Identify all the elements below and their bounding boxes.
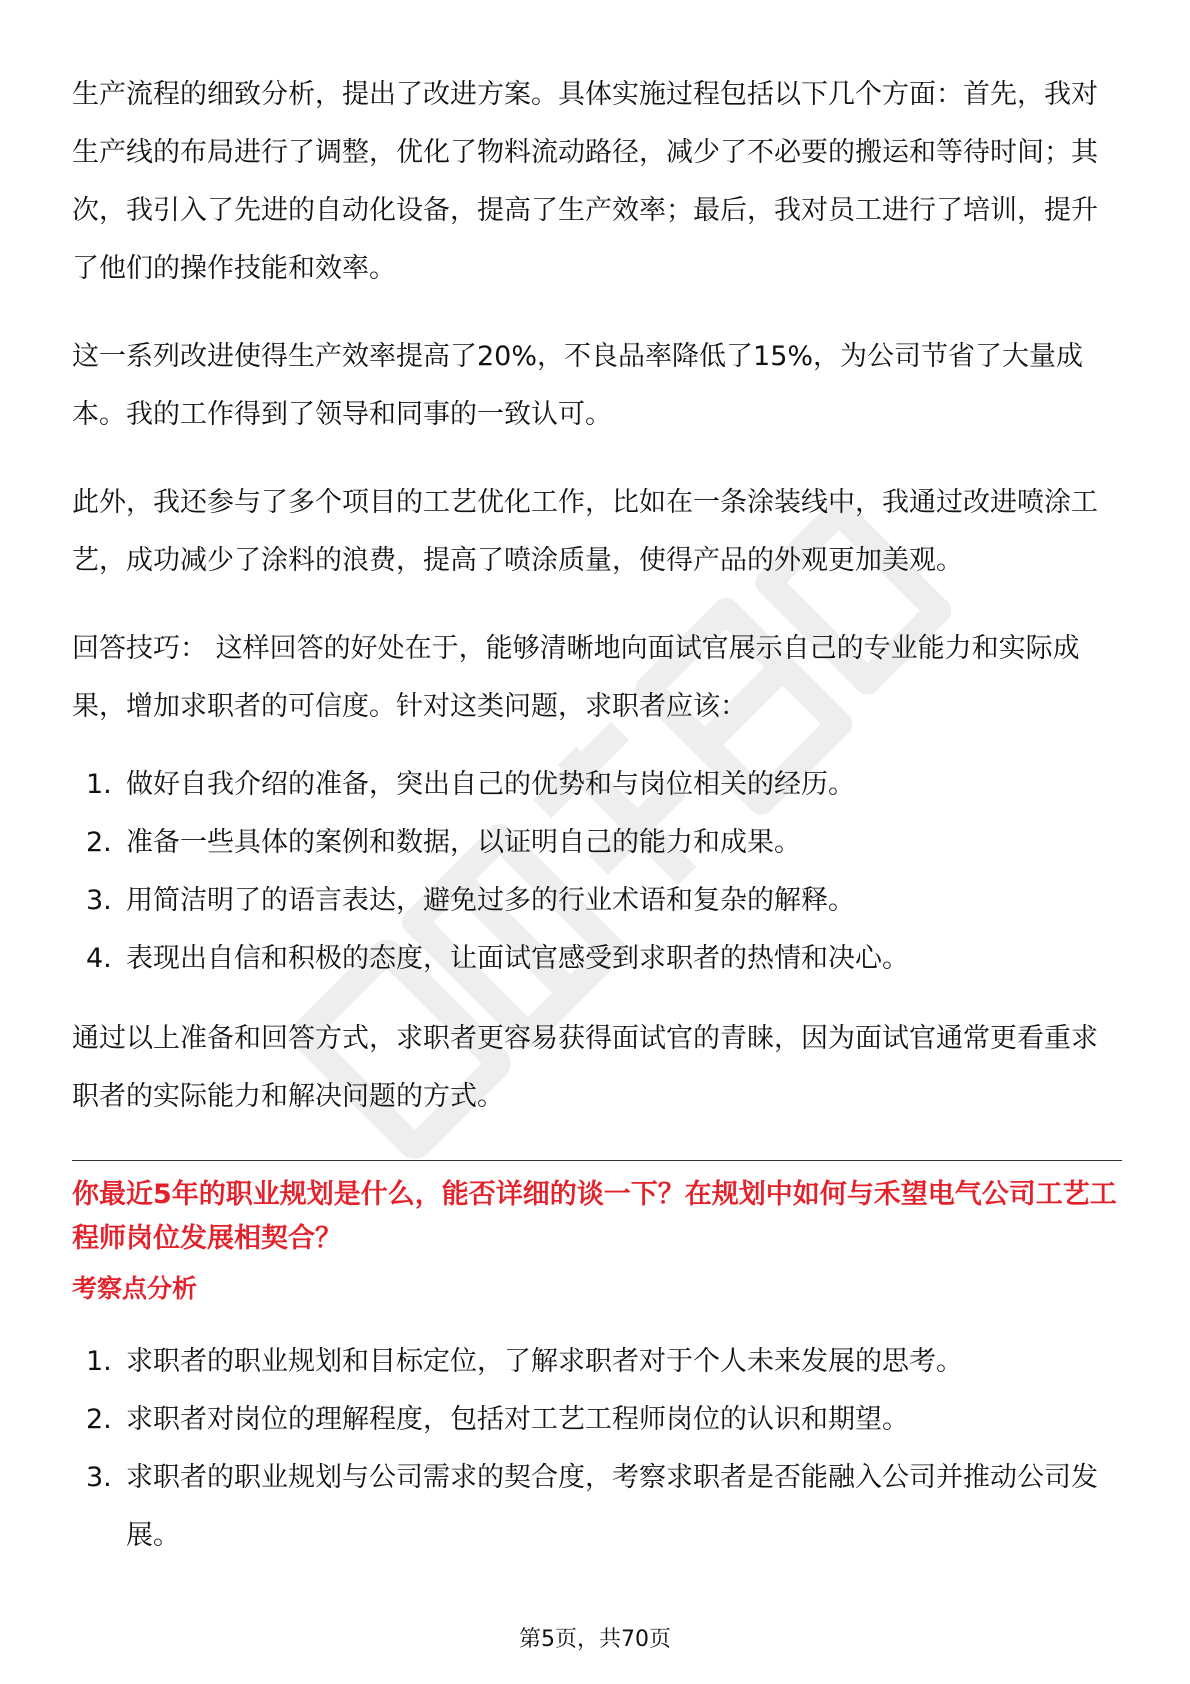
- list-item: 4. 表现出自信和积极的态度，让面试官感受到求职者的热情和决心。: [86, 943, 909, 974]
- paragraph-results: 这一系列改进使得生产效率提高了20%，不良品率降低了15%，为公司节省了大量成本。我的工作得到了领导和同事的一致认可。: [72, 341, 1084, 430]
- tips-list: [72, 756, 1122, 988]
- paragraph-other-projects: 此外，我还参与了多个项目的工艺优化工作，比如在一条涂装线中，我通过改进喷涂工艺，成功减少了涂料的浪费，提高了喷涂质量，使得产品的外观更加美观。: [72, 487, 1098, 576]
- list-item: 3. 用简洁明了的语言表达，避免过多的行业术语和复杂的解释。: [86, 885, 855, 916]
- paragraph-process-improvement: 生产流程的细致分析，提出了改进方案。具体实施过程包括以下几个方面：首先，我对生产线的布局进行了调整，优化了物料流动路径，减少了不必要的搬运和等待时间；其次，我引入了先进的自动化设备，提高了生产效率；最后，我对员工进行了培训，提升了他们的操作技能和效率。: [72, 79, 1098, 284]
- list-item: 3. 求职者的职业规划与公司需求的契合度，考察求职者是否能融入公司并推动公司发展。: [86, 1462, 1098, 1551]
- list-item: 1. 做好自我介绍的准备，突出自己的优势和与岗位相关的经历。: [86, 769, 855, 800]
- list-item: 1. 求职者的职业规划和目标定位，了解求职者对于个人未来发展的思考。: [86, 1346, 963, 1377]
- list-item: 2. 准备一些具体的案例和数据，以证明自己的能力和成果。: [86, 827, 801, 858]
- analysis-list: [72, 1333, 1122, 1565]
- paragraph-conclusion: 通过以上准备和回答方式，求职者更容易获得面试官的青睐，因为面试官通常更看重求职者的实际能力和解决问题的方式。: [72, 1023, 1098, 1112]
- page-number: 第5页，共70页: [519, 1627, 671, 1652]
- analysis-heading: 考察点分析: [72, 1274, 198, 1303]
- list-item: 2. 求职者对岗位的理解程度，包括对工艺工程师岗位的认识和期望。: [86, 1404, 909, 1435]
- interview-question: 你最近5年的职业规划是什么，能否详细的谈一下？在规划中如何与禾望电气公司工艺工程师岗位发展相契合？: [72, 1179, 1117, 1254]
- paragraph-answer-tips: 回答技巧： 这样回答的好处在于，能够清晰地向面试官展示自己的专业能力和实际成果，增加求职者的可信度。针对这类问题，求职者应该：: [72, 633, 1080, 722]
- document-body: [72, 66, 1122, 1565]
